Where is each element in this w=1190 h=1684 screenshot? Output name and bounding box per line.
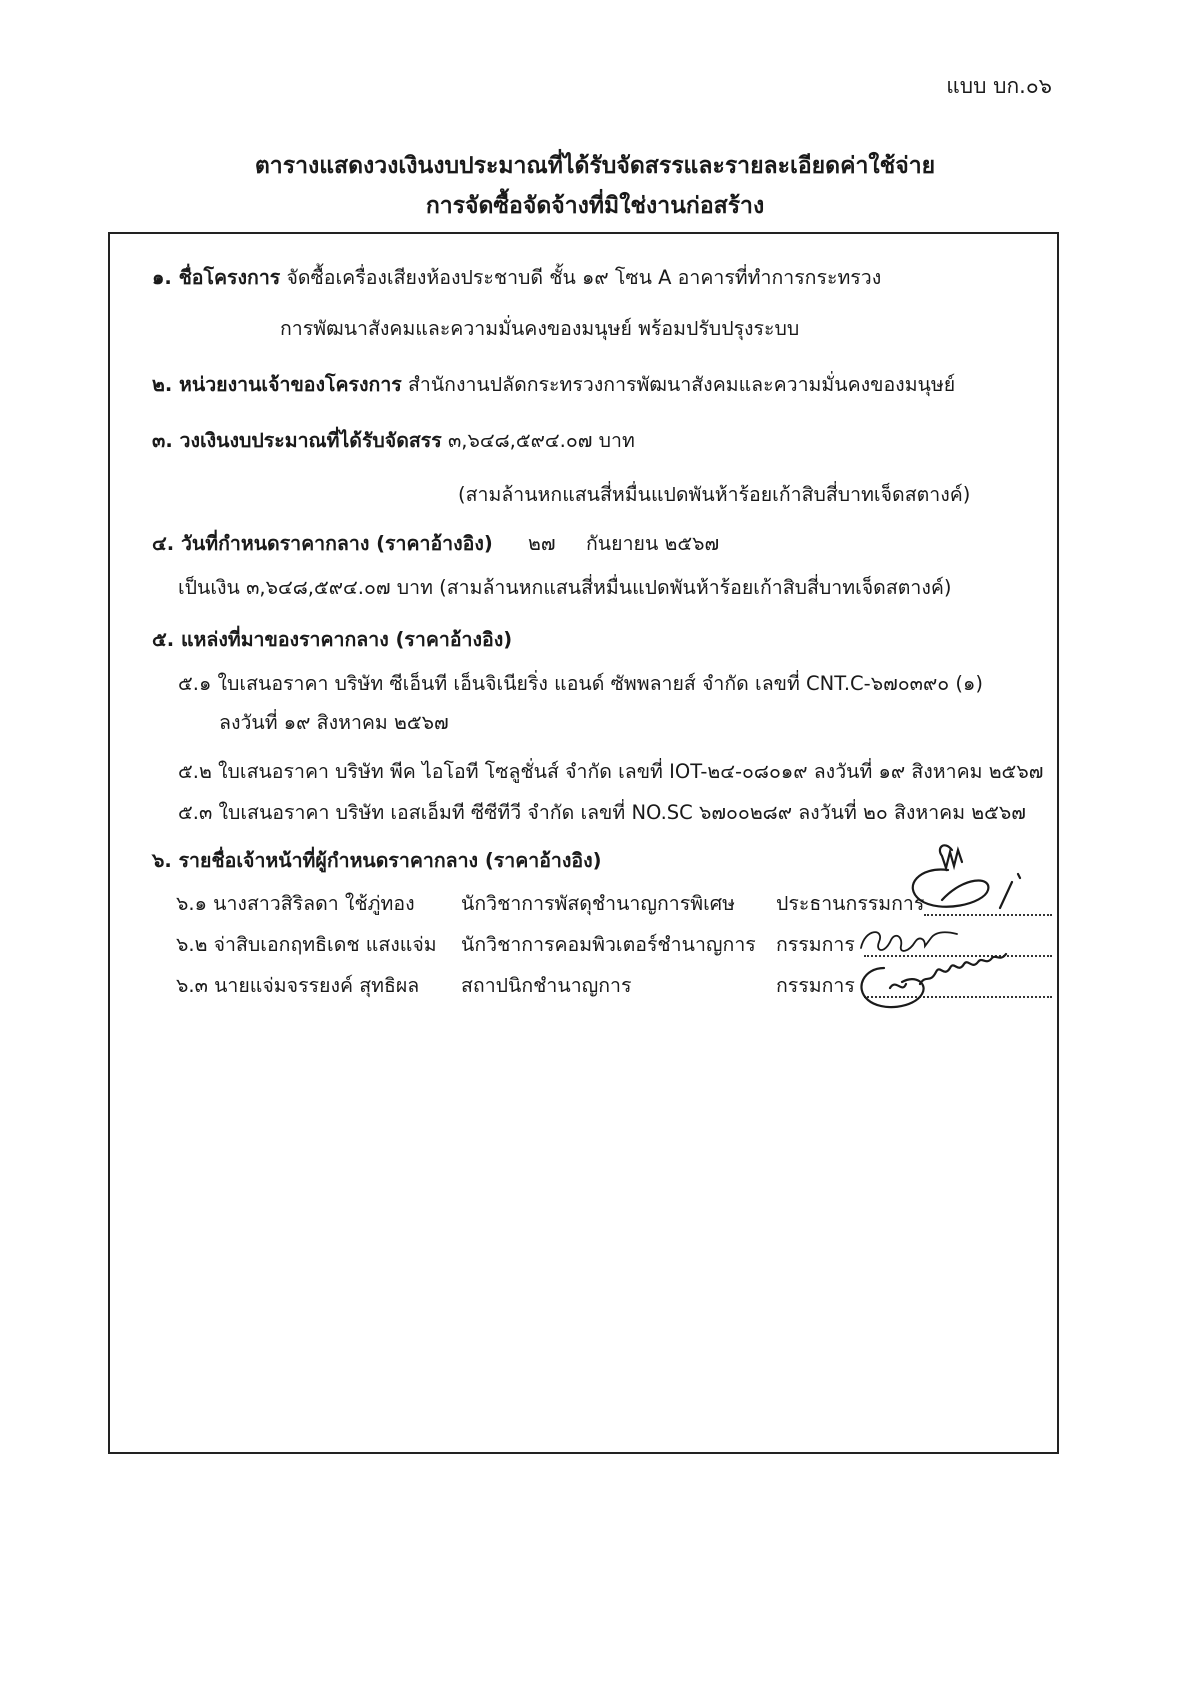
item-4-label: ๔. วันที่กำหนดราคากลาง (ราคาอ้างอิง) xyxy=(152,532,493,555)
item-1-text-1: จัดซื้อเครื่องเสียงห้องประชาบดี ชั้น ๑๙ โซน A อาคารที่ทำการกระทรวง xyxy=(286,266,882,289)
item-6-label: ๖. รายชื่อเจ้าหน้าที่ผู้กำหนดราคากลาง (ราคาอ้างอิง) xyxy=(152,849,602,872)
signature-3-image xyxy=(850,948,1020,1018)
member-3-name: ๖.๓ นายแจ่มจรรยงค์ สุทธิผล xyxy=(176,974,420,997)
member-2-name: ๖.๒ จ่าสิบเอกฤทธิเดช แสงแจ่ม xyxy=(176,933,437,956)
item-2-text: สำนักงานปลัดกระทรวงการพัฒนาสังคมและความมั่นคงของมนุษย์ xyxy=(407,373,956,396)
item-2-label: ๒. หน่วยงานเจ้าของโครงการ xyxy=(152,373,402,396)
member-1-role: ประธานกรรมการ xyxy=(776,892,925,915)
item-1-text-2: การพัฒนาสังคมและความมั่นคงของมนุษย์ พร้อมปรับปรุงระบบ xyxy=(280,317,800,340)
item-3-amount: ๓,๖๔๘,๕๙๔.๐๗ บาท xyxy=(447,429,635,452)
item-5-label: ๕. แหล่งที่มาของราคากลาง (ราคาอ้างอิง) xyxy=(152,628,513,651)
item-3-label: ๓. วงเงินงบประมาณที่ได้รับจัดสรร xyxy=(152,429,442,452)
member-3-role: กรรมการ xyxy=(776,974,855,997)
item-5-1-line-1: ๕.๑ ใบเสนอราคา บริษัท ซีเอ็นที เอ็นจิเนียริ่ง แอนด์ ซัพพลายส์ จำกัด เลขที่ CNT.C-๖๗๐๓๙๐ (๑) xyxy=(178,672,983,695)
item-1-line-1 xyxy=(152,262,881,293)
item-4-line xyxy=(152,528,493,559)
item-3-line xyxy=(152,425,635,456)
item-2-line xyxy=(152,369,955,400)
item-3-amount-words: (สามล้านหกแสนสี่หมื่นแปดพันห้าร้อยเก้าสิบสี่บาทเจ็ดสตางค์) xyxy=(458,483,971,506)
item-5-3-line: ๕.๓ ใบเสนอราคา บริษัท เอสเอ็มที ซีซีทีวี จำกัด เลขที่ NO.SC ๖๗๐๐๒๘๙ ลงวันที่ ๒๐ สิงหาคม ๒๕๖๗ xyxy=(178,801,1026,824)
member-1-position: นักวิชาการพัสดุชำนาญการพิเศษ xyxy=(461,892,735,915)
signature-1-image xyxy=(880,838,1030,918)
item-4-amount-text: เป็นเงิน ๓,๖๔๘,๕๙๔.๐๗ บาท (สามล้านหกแสนสี่หมื่นแปดพันห้าร้อยเก้าสิบสี่บาทเจ็ดสตางค์) xyxy=(178,576,952,599)
document-title-line-1: ตารางแสดงวงเงินงบประมาณที่ได้รับจัดสรรและรายละเอียดค่าใช้จ่าย xyxy=(254,153,936,179)
member-3-position: สถาปนิกชำนาญการ xyxy=(461,974,632,997)
document-title-line-2: การจัดซื้อจัดจ้างที่มิใช่งานก่อสร้าง xyxy=(425,193,765,219)
member-2-role: กรรมการ xyxy=(776,933,855,956)
form-code: แบบ บก.๐๖ xyxy=(946,74,1052,98)
item-5-2-line: ๕.๒ ใบเสนอราคา บริษัท พีค ไอโอที โซลูชั่นส์ จำกัด เลขที่ IOT-๒๔-๐๘๐๑๙ ลงวันที่ ๑๙ สิงหาคม ๒๕๖๗ xyxy=(178,760,1044,783)
item-4-day: ๒๗ xyxy=(528,532,556,555)
item-5-1-line-2: ลงวันที่ ๑๙ สิงหาคม ๒๕๖๗ xyxy=(219,711,449,734)
item-4-month-year: กันยายน ๒๕๖๗ xyxy=(586,532,720,555)
member-1-name: ๖.๑ นางสาวสิริลดา ใช้ภู่ทอง xyxy=(176,892,415,915)
member-2-position: นักวิชาการคอมพิวเตอร์ชำนาญการ xyxy=(461,933,756,956)
item-1-label: ๑. ชื่อโครงการ xyxy=(152,266,281,289)
